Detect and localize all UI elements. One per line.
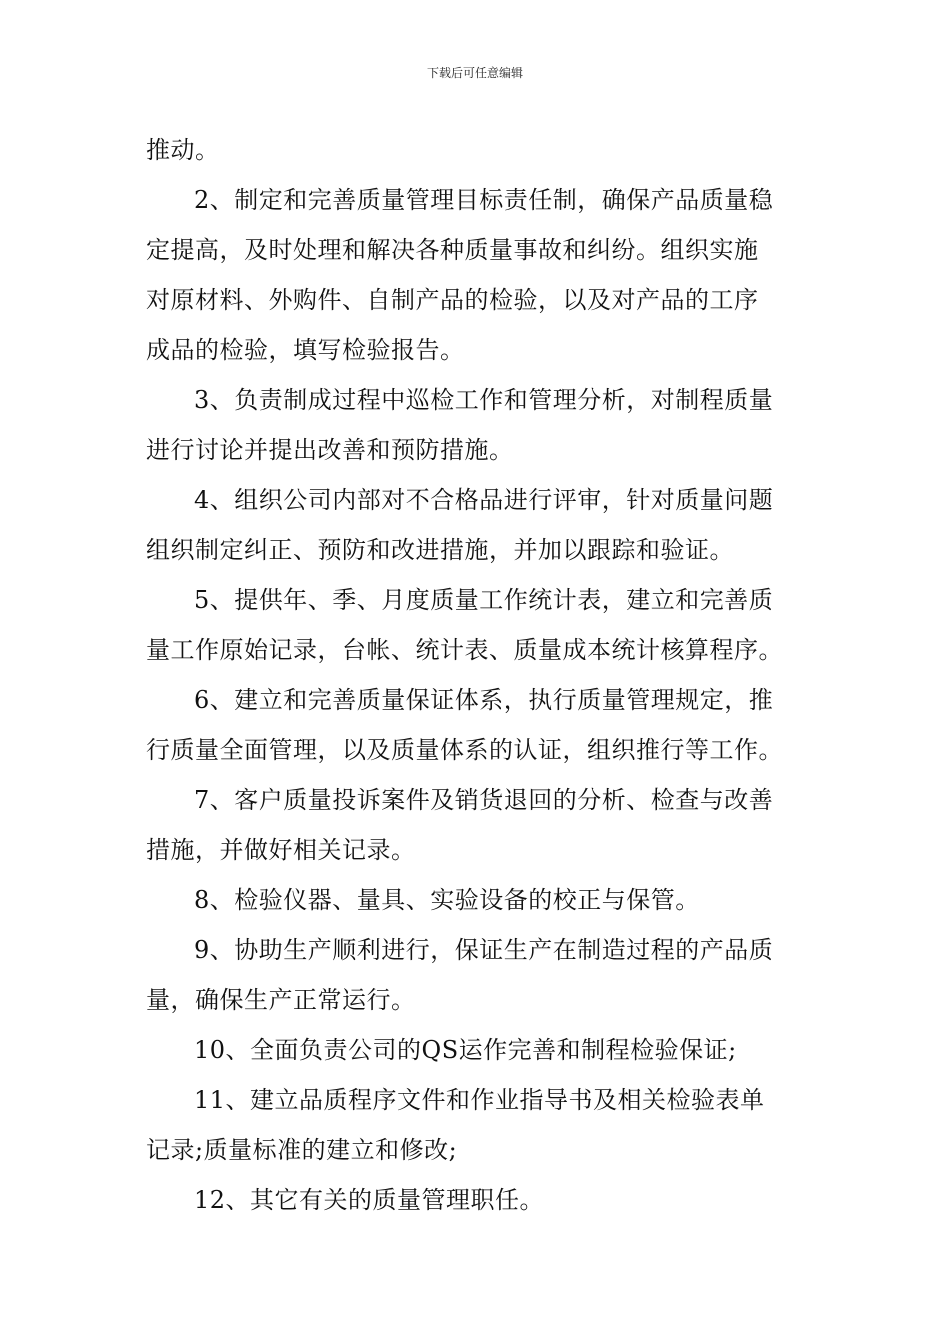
text-line: 组织制定纠正、预防和改进措施，并加以跟踪和验证。 xyxy=(146,536,734,564)
text-line: 5、提供年、季、月度质量工作统计表，建立和完善质 xyxy=(194,586,774,614)
text-line: 对原材料、外购件、自制产品的检验，以及对产品的工序 xyxy=(146,286,759,314)
text-line: 11、建立品质程序文件和作业指导书及相关检验表单 xyxy=(194,1086,765,1114)
text-line: 成品的检验，填写检验报告。 xyxy=(146,336,465,364)
document-body xyxy=(146,125,806,1225)
text-line: 2、制定和完善质量管理目标责任制，确保产品质量稳 xyxy=(194,186,774,214)
text-line: 12、其它有关的质量管理职任。 xyxy=(194,1186,545,1214)
page-header-note: 下载后可任意编辑 xyxy=(426,66,523,80)
text-line: 记录;质量标准的建立和修改; xyxy=(146,1136,458,1164)
text-line: 3、负责制成过程中巡检工作和管理分析，对制程质量 xyxy=(194,386,774,414)
text-line: 10、全面负责公司的QS运作完善和制程检验保证; xyxy=(194,1036,737,1064)
text-line: 9、协助生产顺利进行，保证生产在制造过程的产品质 xyxy=(194,936,774,964)
text-line: 8、检验仪器、量具、实验设备的校正与保管。 xyxy=(194,886,700,914)
text-line: 7、客户质量投诉案件及销货退回的分析、检查与改善 xyxy=(194,786,774,814)
text-line: 量工作原始记录，台帐、统计表、质量成本统计核算程序。 xyxy=(146,636,783,664)
text-line: 4、组织公司内部对不合格品进行评审，针对质量问题 xyxy=(194,486,774,514)
text-line: 6、建立和完善质量保证体系，执行质量管理规定，推 xyxy=(194,686,774,714)
text-line: 行质量全面管理，以及质量体系的认证，组织推行等工作。 xyxy=(146,736,783,764)
text-line: 进行讨论并提出改善和预防措施。 xyxy=(146,436,514,464)
text-line: 定提高，及时处理和解决各种质量事故和纠纷。组织实施 xyxy=(146,236,759,264)
text-line: 措施，并做好相关记录。 xyxy=(146,836,416,864)
text-line: 量，确保生产正常运行。 xyxy=(146,986,416,1014)
text-line: 推动。 xyxy=(146,136,220,164)
